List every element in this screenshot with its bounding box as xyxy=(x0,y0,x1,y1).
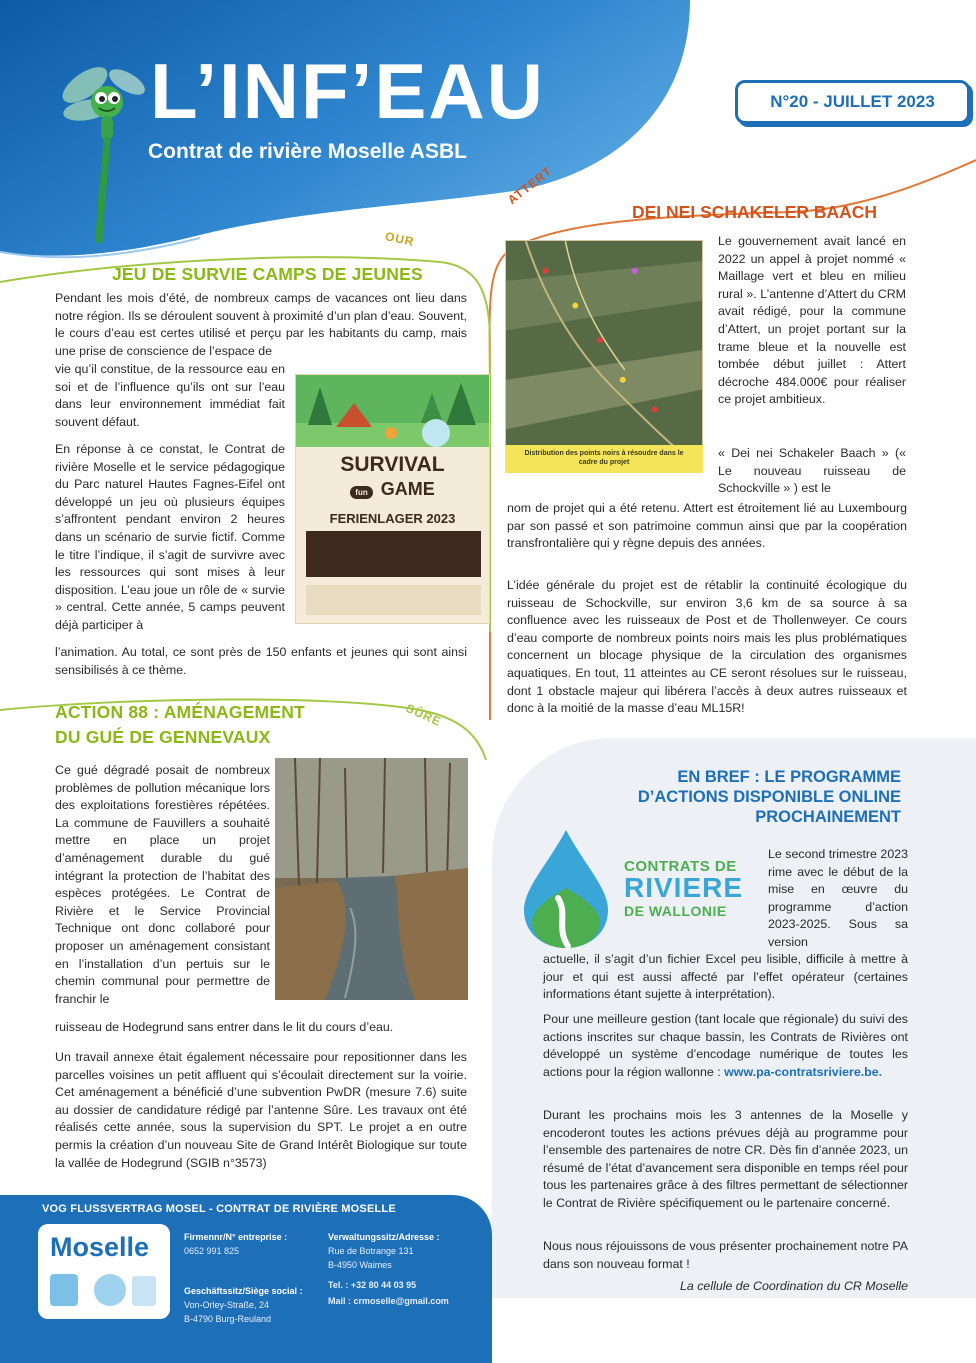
footer-title: VOG FLUSSVERTRAG MOSEL - CONTRAT DE RIVIÈRE MOSELLE xyxy=(42,1203,396,1215)
en-bref-paragraph-2-text: Pour une meilleure gestion (tant locale que régionale) du suivi des actions inscrites sur chaque bassin, les Contrats de Rivières ont développé un système d’encodage numérique de toutes les actions pour la région wallonne : xyxy=(543,1012,908,1079)
attert-tag: ATTERT xyxy=(505,163,555,208)
gue-paragraph-1: Ce gué dégradé posait de nombreux problèmes de pollution mécanique lors des exploitations forestières répétées. La commune de Fauvillers a souhaité mettre en place un projet d’aménagement durable du gué intégrant la protection de l’habitat des espèces protégées. Le Contrat de Rivière et le Service Provincial Technique ont donc collaboré pour proposer un aménagement consistant en l’installation d’un pertuis sur le chemin communal pour permettre de franchir le xyxy=(55,763,270,1006)
pa-contratsriviere-link[interactable]: www.pa-contratsriviere.be. xyxy=(724,1064,883,1079)
attert-paragraph-2: « Dei nei Schakeler Baach » (« Le nouveau ruisseau de Schockville » ) est le xyxy=(718,446,906,496)
en-bref-paragraph-4: Nous nous réjouissons de vous présenter prochainement notre PA dans son nouveau format ! xyxy=(543,1239,908,1271)
contrats-riviere-logo-line-2: RIVIERE xyxy=(624,872,744,903)
gue-tag: SÛRE xyxy=(403,701,444,729)
footer-admin-label: Verwaltungssitz/Adresse : xyxy=(328,1232,440,1242)
moselle-logo-box xyxy=(38,1224,170,1319)
water-drop-logo-icon xyxy=(518,828,614,950)
masthead-subtitle: Contrat de rivière Moselle ASBL xyxy=(148,140,467,163)
camps-paragraph-2: En réponse à ce constat, le Contrat de rivière Moselle et le service pédagogique du Parc naturel Hautes Fagnes-Eifel ont développé un jeu où plusieurs équipes s’affrontent pendant environ 2 heures dans un scénario de survie fictif. Comme le titre l’indique, il s’agit de survivre avec les ressources qui sont mises à leur disposition. L’eau joue un rôle de « survie » central. Cette année, 5 camps peuvent déjà participer à xyxy=(55,442,285,632)
attert-paragraph-2-cont: nom de projet qui a été retenu. Attert est étroitement lié au Luxembourg par son passé et son patrimoine commun ainsi que par la coopération transfrontalière qui y règne depuis des années. xyxy=(507,501,907,551)
poster-title-survival: SURVIVAL xyxy=(340,453,445,476)
footer-firm-value: 0652 991 825 xyxy=(184,1246,240,1256)
poster-forest-illustration xyxy=(296,375,490,447)
gue-heading-line-2: DU GUÉ DE GENNEVAUX xyxy=(55,727,271,747)
attert-map-image xyxy=(505,240,703,472)
footer-admin-value-1: Rue de Botrange 131 xyxy=(328,1246,414,1256)
en-bref-paragraph-2 xyxy=(543,1011,908,1081)
footer-tel: Tel. : +32 80 44 03 95 xyxy=(328,1280,417,1290)
attert-paragraph-1: Le gouvernement avait lancé en 2022 un appel à projet nommé « Maillage vert et bleu en milieu rural ». L’antenne d’Attert du CRM avait rédigé, pour la commune d’Attert, un projet portant sur la trame bleue et la nouvelle est tombée début juillet : Attert décroche 484.000€ pour réaliser ce projet ambitieux. xyxy=(718,234,906,407)
poster-text-block xyxy=(306,531,481,577)
footer-mail[interactable]: Mail : crmoselle@gmail.com xyxy=(328,1296,449,1306)
issue-badge: N°20 - JUILLET 2023 xyxy=(735,80,970,124)
footer-seat-value-2: B-4790 Burg-Reuland xyxy=(184,1314,272,1324)
gue-paragraph-2: Un travail annexe était également nécessaire pour repositionner dans les parcelles voisines un petit affluent qui s’écoulait directement sur la voirie. Cet aménagement a bénéficié d’une subvention PwDR (mesure 7.6) suite au dossier de candidature rédigé par l’antenne Sûre. Les travaux ont été réalisés cette année, sous la supervision du SPT. Le projet a en outre permis la création d’un nouveau Site de Grand Intérêt Biologique sur toute la vallée de Hodegrund (SGIB n°3573) xyxy=(55,1050,467,1170)
contrats-riviere-logo-line-3: DE WALLONIE xyxy=(624,903,727,919)
moselle-logo-text: Moselle xyxy=(50,1232,150,1262)
gue-photo xyxy=(275,758,468,1000)
poster-title-ferienlager: FERIENLAGER 2023 xyxy=(329,511,456,526)
camps-paragraph-2-cont: l’animation. Au total, ce sont près de 150 enfants et jeunes qui sont ainsi sensibilisés à ce thème. xyxy=(55,645,467,677)
en-bref-signature: La cellule de Coordination du CR Moselle xyxy=(680,1279,908,1293)
poster-fun-badge: fun xyxy=(350,486,372,499)
partner-logos-icon xyxy=(48,1270,160,1312)
en-bref-paragraph-1: Le second trimestre 2023 rime avec le début de la mise en œuvre du programme d’action 2023-2025. Sous sa version xyxy=(768,847,908,949)
camps-tag: OUR xyxy=(383,229,416,249)
dragonfly-mascot-icon xyxy=(55,40,150,250)
en-bref-paragraph-1-cont: actuelle, il s’agit d’un fichier Excel peu lisible, difficile à mettre à jour et qui est aussi affecté par l’effet opérateur (certaines informations étant sujette à interprétation). xyxy=(543,952,908,1002)
footer-seat-label: Geschäftssitz/Siège social : xyxy=(184,1286,303,1296)
camps-paragraph-1-cont: vie qu’il constitue, de la ressource eau en soi et de l’influence qu’ils ont sur l’eau dans leur environnement immédiat fait souvent défaut. xyxy=(55,362,285,429)
poster-title-game: GAME xyxy=(380,479,435,499)
camps-paragraph-1: Pendant les mois d’été, de nombreux camps de vacances ont lieu dans notre région. Ils se déroulent souvent à proximité d’un plan d’eau. Souvent, le cours d’eau est certes utilisé et perçu par les habitants du camp, mais une prise de conscience de l’espace de xyxy=(55,291,467,358)
attert-paragraph-3: L’idée générale du projet est de rétablir la continuité écologique du ruisseau de Schockville, sur environ 3,6 km de sa source à sa confluence avec les ruisseaux de Post et de Thollenweyer. Ce cours d’eau comporte de nombreux points noirs mais les plus problématiques concernent un blocage physique de la circulation des organismes aquatiques. En tout, 11 atteintes au CE seront résolues sur le ruisseau, dont 1 obstacle majeur qui libérera l’accès à deux autres ruisseaux et donc à la moitié de la masse d’eau ML15R! xyxy=(507,578,907,716)
poster-fun-label xyxy=(296,479,489,500)
survival-game-poster xyxy=(295,374,490,624)
en-bref-paragraph-3: Durant les prochains mois les 3 antennes de la Moselle y encoderont toutes les actions prévues déjà au programme pour l’ensemble des partenaires de notre CR. Dès fin d’année 2023, un résumé de l’état d’avancement sera disponible en temps réel pour tous les partenaires grâce à des filtres permettant de sélectionner le Contrat de Rivière spécifiquement ou le partenaire concerné. xyxy=(543,1108,908,1210)
footer-firm-label: Firmennr/N° entreprise : xyxy=(184,1232,288,1242)
footer-seat-value-1: Von-Orley-Straße, 24 xyxy=(184,1300,270,1310)
en-bref-heading-line-1: EN BREF : LE PROGRAMME xyxy=(677,768,901,786)
en-bref-heading-line-2: D’ACTIONS DISPONIBLE ONLINE xyxy=(637,788,901,806)
camps-heading: JEU DE SURVIE CAMPS DE JEUNES xyxy=(112,264,423,284)
poster-footer-strip xyxy=(306,585,481,615)
gue-heading-line-1: ACTION 88 : AMÉNAGEMENT xyxy=(55,702,305,722)
contrats-riviere-logo-line-1: CONTRATS DE xyxy=(624,858,737,875)
masthead-title: L’INF’EAU xyxy=(150,47,546,135)
en-bref-heading-line-3: PROCHAINEMENT xyxy=(755,808,901,826)
attert-map-caption: Distribution des points noirs à résoudre dans le cadre du projet xyxy=(505,445,703,473)
attert-heading: DEI NEI SCHAKELER BAACH xyxy=(632,202,878,222)
footer-admin-value-2: B-4950 Waimes xyxy=(328,1260,392,1270)
gue-paragraph-1-cont: ruisseau de Hodegrund sans entrer dans le lit du cours d’eau. xyxy=(55,1020,394,1034)
